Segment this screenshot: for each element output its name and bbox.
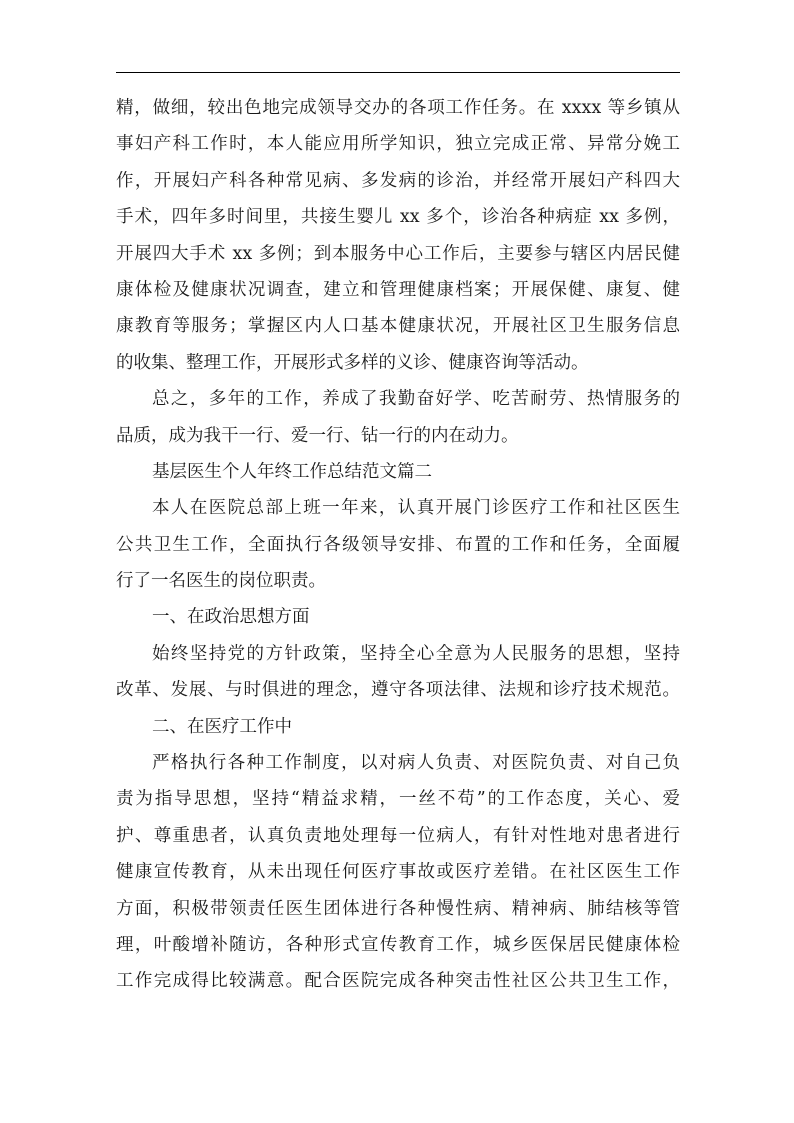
text-line: 公共卫生工作，全面执行各级领导安排、布置的工作和任务，全面履 bbox=[116, 534, 680, 555]
header-rule bbox=[116, 72, 680, 73]
document-body bbox=[116, 90, 680, 1000]
text-line: 健康宣传教育，从未出现任何医疗事故或医疗差错。在社区医生工作 bbox=[116, 862, 680, 883]
section-title: 基层医生个人年终工作总结范文篇二 bbox=[152, 461, 432, 482]
text-line: 理，叶酸增补随访，各种形式宣传教育工作，城乡医保居民健康体检 bbox=[116, 934, 680, 955]
text-line: 开展四大手术 xx 多例；到本服务中心工作后，主要参与辖区内居民健 bbox=[116, 243, 680, 264]
text-line: 事妇产科工作时，本人能应用所学知识，独立完成正常、异常分娩工 bbox=[116, 134, 680, 155]
text-line: 作，开展妇产科各种常见病、多发病的诊治，并经常开展妇产科四大 bbox=[116, 170, 680, 191]
text-line: 康体检及健康状况调查，建立和管理健康档案；开展保健、康复、健 bbox=[116, 279, 680, 300]
paragraph-start-line: 始终坚持党的方针政策，坚持全心全意为人民服务的思想，坚持 bbox=[152, 643, 680, 664]
paragraph-start-line: 总之，多年的工作，养成了我勤奋好学、吃苦耐劳、热情服务的 bbox=[152, 389, 680, 410]
paragraph-start-line: 本人在医院总部上班一年来，认真开展门诊医疗工作和社区医生 bbox=[152, 498, 680, 519]
text-line: 品质，成为我干一行、爱一行、钻一行的内在动力。 bbox=[116, 425, 519, 446]
text-line: 改革、发展、与时俱进的理念，遵守各项法律、法规和诊疗技术规范。 bbox=[116, 680, 680, 701]
text-line: 工作完成得比较满意。配合医院完成各种突击性社区公共卫生工作， bbox=[116, 971, 680, 992]
text-line: 护、尊重患者，认真负责地处理每一位病人，有针对性地对患者进行 bbox=[116, 825, 680, 846]
text-line: 责为指导思想，坚持“精益求精，一丝不苟”的工作态度，关心、爱 bbox=[116, 789, 680, 810]
text-line: 行了一名医生的岗位职责。 bbox=[116, 571, 326, 592]
subsection-heading: 二、在医疗工作中 bbox=[152, 716, 292, 737]
text-line: 精，做细，较出色地完成领导交办的各项工作任务。在 xxxx 等乡镇从 bbox=[116, 98, 680, 118]
text-line: 手术，四年多时间里，共接生婴儿 xx 多个，诊治各种病症 xx 多例， bbox=[116, 207, 680, 228]
paragraph-start-line: 严格执行各种工作制度，以对病人负责、对医院负责、对自己负 bbox=[152, 753, 680, 774]
text-line: 方面，积极带领责任医生团体进行各种慢性病、精神病、肺结核等管 bbox=[116, 898, 680, 919]
text-line: 的收集、整理工作，开展形式多样的义诊、健康咨询等活动。 bbox=[116, 352, 589, 373]
subsection-heading: 一、在政治思想方面 bbox=[152, 607, 310, 628]
text-line: 康教育等服务；掌握区内人口基本健康状况，开展社区卫生服务信息 bbox=[116, 316, 680, 337]
